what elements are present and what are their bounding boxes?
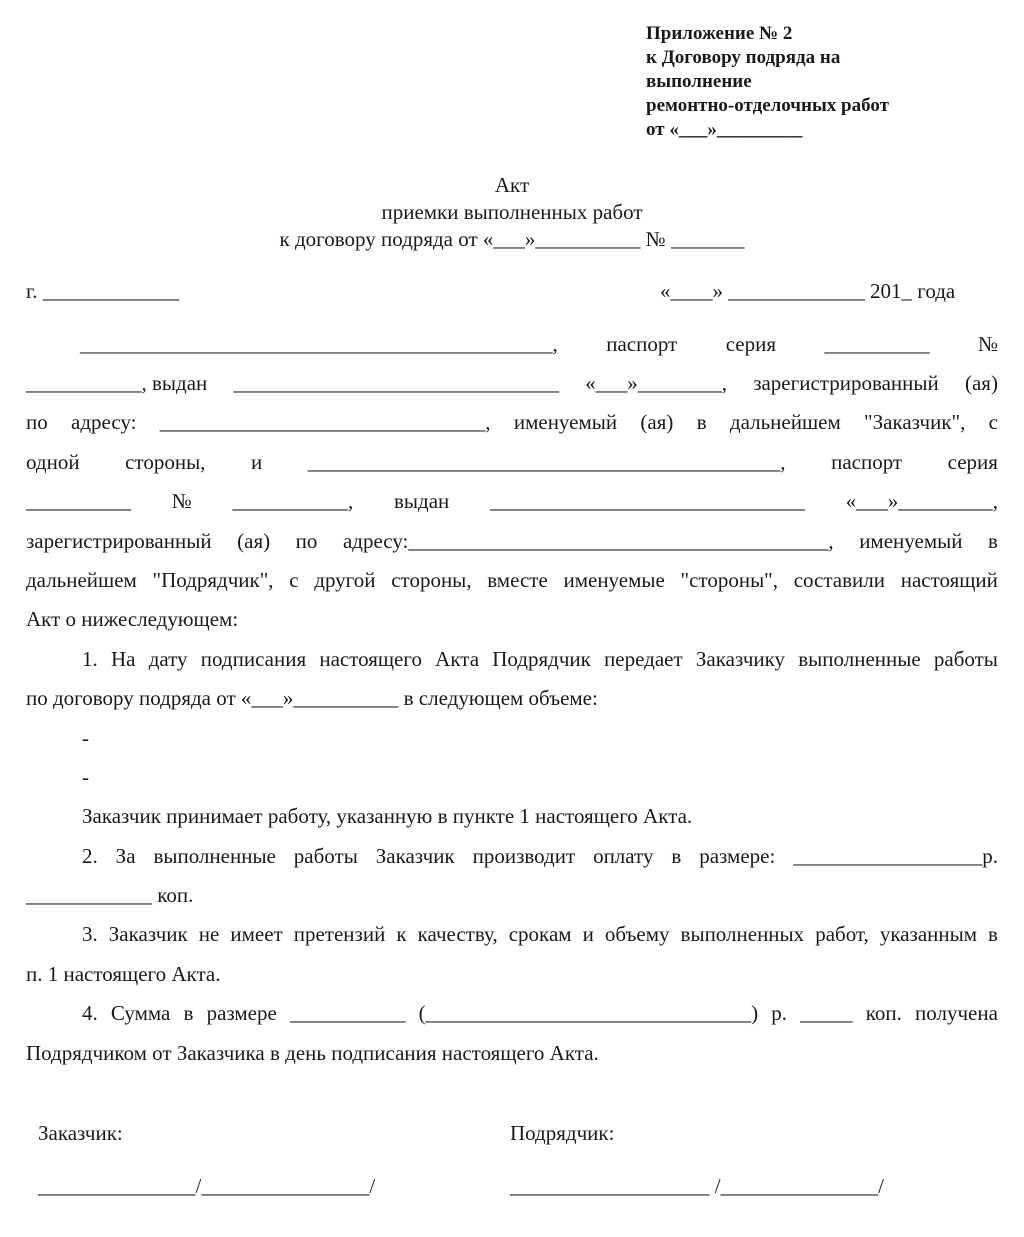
clause-1-line: по договору подряда от «___»__________ в следующем объеме: <box>26 686 598 710</box>
place-field: г. _____________ <box>26 279 180 303</box>
document-contract-ref: к договору подряда от «___»__________ № _______ <box>279 227 745 251</box>
text-segment: выдан <box>394 489 450 513</box>
appendix-header <box>646 22 889 142</box>
text-segment: адресу: <box>71 410 137 434</box>
text-segment: настоящий <box>900 568 998 592</box>
text-segment: (ая) <box>237 529 271 553</box>
list-dash: - <box>82 726 89 750</box>
text-segment: претензий <box>293 922 386 946</box>
text-segment: передает <box>604 647 683 671</box>
text-segment: За <box>115 844 136 868</box>
text-segment: объему <box>604 922 670 946</box>
text-segment: работы <box>293 844 358 868</box>
text-segment: серия <box>947 450 998 474</box>
text-segment: к <box>396 922 407 946</box>
contractor-label: Подрядчик: <box>510 1121 615 1145</box>
text-segment: указанным <box>879 922 978 946</box>
text-segment: вместе <box>487 568 548 592</box>
appendix-line: Приложение № 2 <box>646 23 793 44</box>
text-segment: зарегистрированный <box>26 529 212 553</box>
text-segment: На <box>110 647 136 671</box>
text-segment: __________________р. <box>793 844 998 868</box>
date-field: «____» _____________ 201_ года <box>660 279 956 303</box>
text-segment: стороны, <box>125 450 206 474</box>
text-segment: ___________ <box>289 1001 406 1025</box>
text-segment: № <box>977 332 998 356</box>
text-segment: «___»________, <box>585 371 727 395</box>
text-segment: размере: <box>699 844 776 868</box>
appendix-line: выполнение <box>646 71 752 92</box>
text-segment: р. <box>771 1001 787 1025</box>
text-segment: № <box>171 489 192 513</box>
appendix-line: ремонтно-отделочных работ <box>646 95 889 116</box>
text-segment: в <box>988 922 998 946</box>
text-segment: по <box>26 410 48 434</box>
body-row: Акт о нижеследующем: <box>26 607 239 631</box>
text-segment: работ, <box>815 922 869 946</box>
clause-1-line <box>82 646 998 672</box>
text-segment: дату <box>148 647 188 671</box>
text-segment: _____________________________________________, <box>80 332 558 356</box>
text-segment: стороны, <box>391 568 472 592</box>
text-segment: __________ <box>824 332 930 356</box>
body-row <box>26 567 998 593</box>
text-segment: оплату <box>593 844 654 868</box>
text-segment: паспорт <box>831 450 903 474</box>
text-segment: выполненные <box>798 647 921 671</box>
text-segment: зарегистрированный <box>753 371 939 395</box>
text-segment: _______________________________ <box>233 371 559 395</box>
text-segment: адресу:________________________________________, <box>342 529 834 553</box>
body-row <box>26 528 998 554</box>
text-segment: настоящего <box>319 647 422 671</box>
text-segment: _____ <box>800 1001 853 1025</box>
document-subtitle: приемки выполненных работ <box>381 200 643 224</box>
text-segment: ___________, <box>232 489 354 513</box>
text-segment: серия <box>725 332 777 356</box>
list-dash: - <box>82 765 89 789</box>
text-segment: с <box>289 568 299 592</box>
text-segment: дальнейшем <box>26 568 137 592</box>
text-segment: 4. <box>82 1001 98 1025</box>
text-segment: __________ <box>26 489 131 513</box>
text-segment: размере <box>206 1001 277 1025</box>
text-segment: "Подрядчик", <box>152 568 274 592</box>
clause-4-line <box>82 1000 998 1026</box>
text-segment: именуемые <box>563 568 665 592</box>
clause-2-line <box>82 843 998 869</box>
text-segment: (ая) <box>640 410 674 434</box>
text-segment: производит <box>472 844 576 868</box>
text-segment: именуемый <box>513 410 618 434</box>
text-segment: паспорт <box>606 332 678 356</box>
text-segment: по <box>295 529 318 553</box>
text-segment: дальнейшем <box>729 410 841 434</box>
body-row <box>26 449 998 475</box>
text-segment: Подрядчик <box>492 647 591 671</box>
text-segment: и <box>250 450 263 474</box>
text-segment: (_______________________________) <box>418 1001 759 1025</box>
body-row <box>26 370 998 396</box>
text-segment: в <box>696 410 707 434</box>
text-segment: 2. <box>82 844 98 868</box>
text-segment: "Заказчик", <box>864 410 966 434</box>
text-segment: имеет <box>230 922 283 946</box>
text-segment: одной <box>26 450 80 474</box>
text-segment: срокам <box>508 922 572 946</box>
body-row <box>80 331 998 357</box>
text-segment: выполненные <box>153 844 276 868</box>
body-row <box>26 409 998 435</box>
text-segment: в <box>671 844 682 868</box>
text-segment: «___»_________, <box>845 489 998 513</box>
text-segment: Заказчик <box>108 922 188 946</box>
text-segment: ______________________________ <box>490 489 806 513</box>
appendix-line: к Договору подряда на <box>646 47 841 68</box>
text-segment: другой <box>314 568 376 592</box>
text-segment: не <box>198 922 220 946</box>
text-segment: _____________________________________________, <box>307 450 786 474</box>
clause-4-line: Подрядчиком от Заказчика в день подписания настоящего Акта. <box>26 1041 599 1065</box>
text-segment: выполненных <box>680 922 805 946</box>
text-segment: "стороны", <box>680 568 778 592</box>
text-segment: работы <box>933 647 998 671</box>
text-segment: 3. <box>82 922 98 946</box>
text-segment: с <box>988 410 998 434</box>
contractor-signature-line: ___________________ /_______________/ <box>510 1174 884 1198</box>
text-segment: качеству, <box>417 922 498 946</box>
text-segment: Сумма <box>110 1001 171 1025</box>
body-row <box>26 488 998 514</box>
text-segment: подписания <box>200 647 307 671</box>
text-segment: именуемый <box>859 529 963 553</box>
text-segment: Акта <box>435 647 480 671</box>
clause-3-line <box>82 921 998 947</box>
text-segment: в <box>183 1001 194 1025</box>
text-segment: Заказчику <box>695 647 786 671</box>
document-title: Акт <box>494 173 530 197</box>
acceptance-line: Заказчик принимает работу, указанную в пункте 1 настоящего Акта. <box>82 804 693 828</box>
text-segment: коп. <box>865 1001 902 1025</box>
customer-label: Заказчик: <box>38 1121 123 1145</box>
customer-signature-line: _______________/________________/ <box>38 1174 376 1198</box>
text-segment: составили <box>793 568 885 592</box>
text-segment: и <box>582 922 594 946</box>
text-segment: Заказчик <box>375 844 455 868</box>
text-segment: в <box>988 529 998 553</box>
text-segment: получена <box>915 1001 998 1025</box>
text-segment: _______________________________, <box>159 410 491 434</box>
appendix-line: от «___»_________ <box>646 119 803 140</box>
text-segment: ___________, выдан <box>26 371 208 395</box>
clause-3-line: п. 1 настоящего Акта. <box>26 962 221 986</box>
text-segment: (ая) <box>964 371 998 395</box>
clause-2-line: ____________ коп. <box>26 883 194 907</box>
text-segment: 1. <box>82 647 98 671</box>
